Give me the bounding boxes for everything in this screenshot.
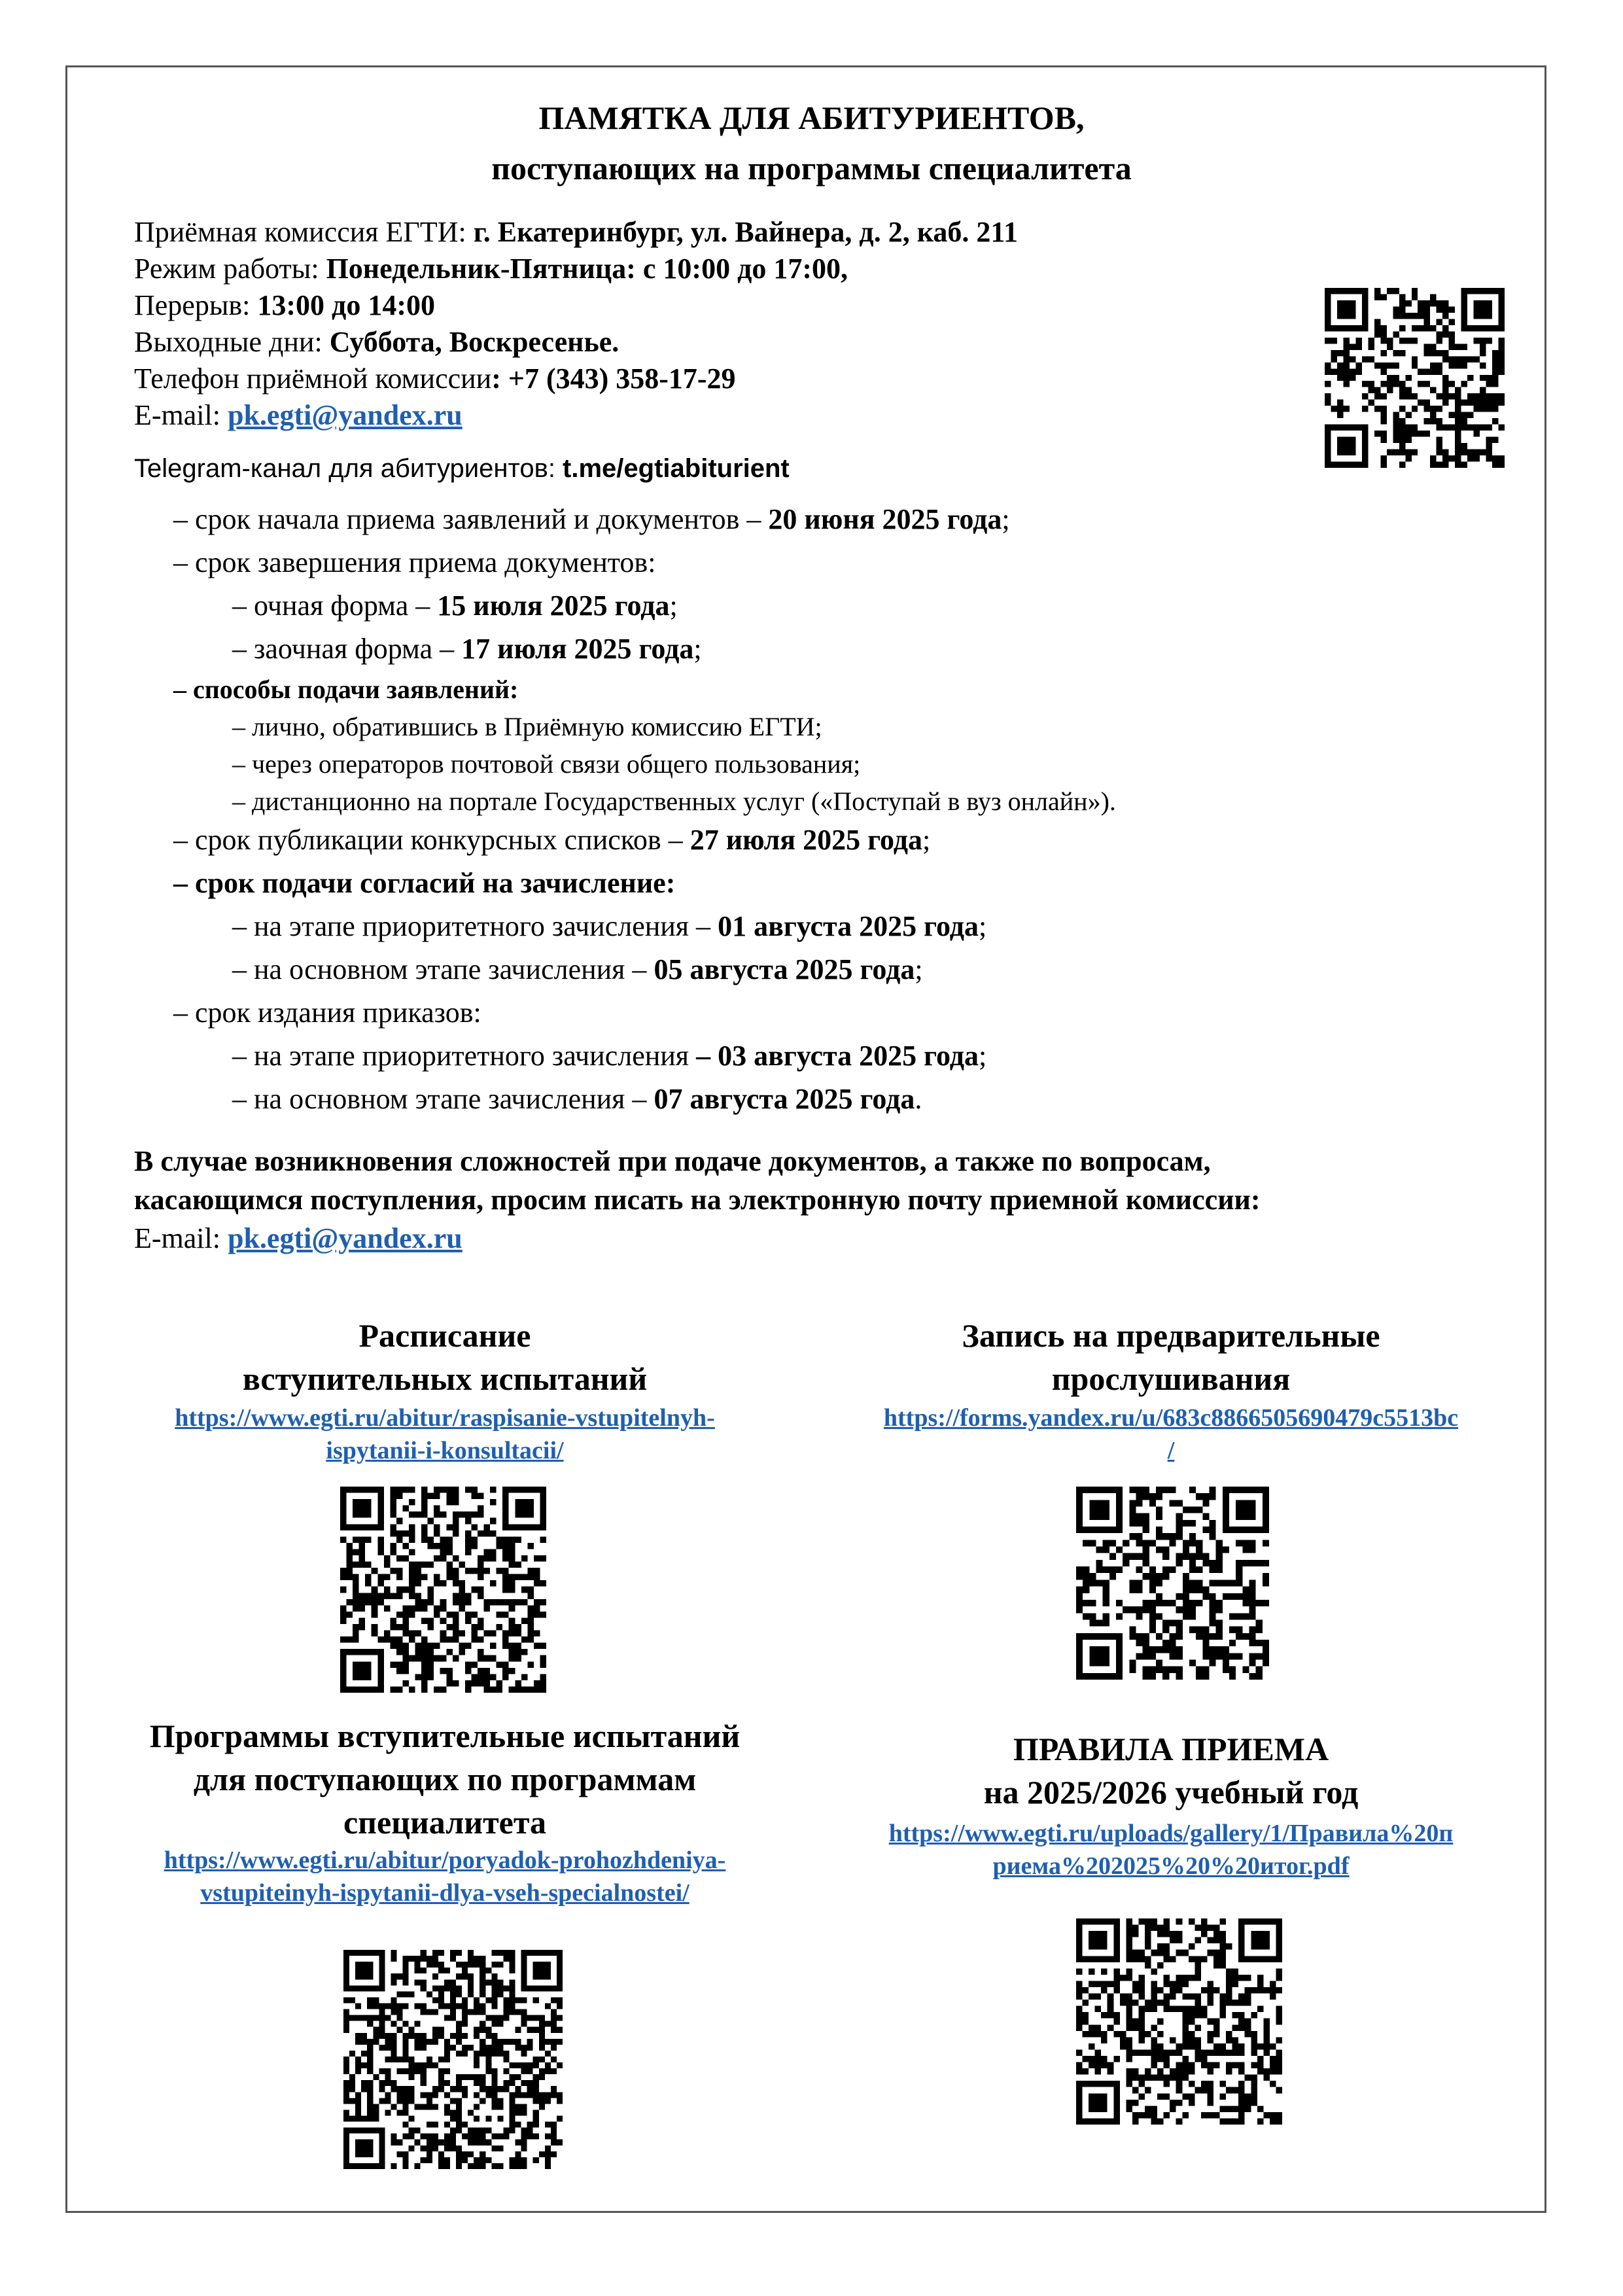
orders-heading: – срок издания приказов: — [173, 997, 481, 1029]
auditions-title: Запись на предварительные прослушивания — [962, 1317, 1380, 1397]
rules-title: ПРАВИЛА ПРИЕМА на 2025/2026 учебный год — [983, 1731, 1359, 1810]
programs-qr-code — [343, 1950, 563, 2169]
address-line: Приёмная комиссия ЕГТИ: г. Екатеринбург, ул. Вайнера, д. 2, каб. 211 — [134, 216, 1018, 248]
consent-main: – на основном этапе зачисления – 05 августа 2025 года; — [232, 953, 923, 985]
break-line: Перерыв: 13:00 до 14:00 — [134, 289, 435, 321]
deadline-lists: – срок публикации конкурсных списков – 27 июля 2025 года; — [173, 824, 931, 856]
telegram-link[interactable]: t.me/egtiabiturient — [563, 454, 790, 483]
auditions-link[interactable]: https://forms.yandex.ru/u/683c8866505690479c5513bc / — [883, 1404, 1459, 1464]
notice-line: В случае возникновения сложностей при подаче документов, а также по вопросам, — [134, 1145, 1211, 1177]
orders-main: – на основном этапе зачисления – 07 августа 2025 года. — [232, 1083, 922, 1115]
hours-line: Режим работы: Понедельник-Пятница: с 10:00 до 17:00, — [134, 253, 848, 285]
programs-title: Программы вступительные испытаний для поступающих по программам специалитета — [149, 1718, 741, 1841]
page-title: ПАМЯТКА ДЛЯ АБИТУРИЕНТОВ, — [538, 99, 1085, 136]
consent-priority: – на этапе приоритетного зачисления – 01 августа 2025 года; — [232, 910, 987, 942]
email-line: E-mail: pk.egti@yandex.ru — [134, 399, 462, 431]
schedule-title: Расписание вступительных испытаний — [242, 1317, 648, 1397]
deadline-fulltime: – очная форма – 15 июля 2025 года; — [232, 590, 678, 622]
notice-email-line: E-mail: pk.egti@yandex.ru — [134, 1222, 462, 1254]
schedule-qr-code — [340, 1487, 546, 1693]
method-item: – лично, обратившись в Приёмную комиссию ЕГТИ; — [232, 712, 822, 741]
contact-qr-code — [1325, 288, 1505, 468]
methods-heading: – способы подачи заявлений: — [173, 675, 519, 704]
deadline-parttime: – заочная форма – 17 июля 2025 года; — [232, 633, 702, 665]
rules-qr-code — [1076, 1918, 1282, 2125]
method-item: – дистанционно на портале Государственных услуг («Поступай в вуз онлайн»). — [232, 786, 1116, 816]
orders-priority: – на этапе приоритетного зачисления – 03 августа 2025 года; — [232, 1040, 987, 1072]
method-item: – через операторов почтовой связи общего пользования; — [232, 749, 861, 779]
days-off-line: Выходные дни: Суббота, Воскресенье. — [134, 326, 620, 358]
telegram-line: Telegram-канал для абитуриентов: t.me/egtiabiturient — [134, 454, 790, 483]
auditions-qr-code — [1076, 1487, 1269, 1680]
deadline-start: – срок начала приема заявлений и документов – 20 июня 2025 года; — [173, 503, 1010, 535]
deadline-end: – срок завершения приема документов: — [173, 546, 656, 578]
consent-heading: – срок подачи согласий на зачисление: — [173, 867, 676, 899]
notice-line: касающимся поступления, просим писать на электронную почту приемной комиссии: — [134, 1184, 1261, 1216]
schedule-link[interactable]: https://www.egti.ru/abitur/raspisanie-vstupitelnyh- ispytanii-i-konsultacii/ — [175, 1404, 715, 1464]
page-subtitle: поступающих на программы специалитета — [491, 150, 1132, 186]
notice-email-link[interactable]: pk.egti@yandex.ru — [227, 1222, 462, 1254]
phone-line: Телефон приёмной комиссии: +7 (343) 358-17-29 — [134, 362, 736, 395]
rules-link[interactable]: https://www.egti.ru/uploads/gallery/1/Правила%20п риема%202025%20%20итог.pdf — [888, 1820, 1454, 1880]
email-link[interactable]: pk.egti@yandex.ru — [227, 399, 462, 431]
programs-link[interactable]: https://www.egti.ru/abitur/poryadok-prohozhdeniya- vstupiteinyh-ispytanii-dlya-vseh-specialnostei/ — [164, 1846, 726, 1907]
